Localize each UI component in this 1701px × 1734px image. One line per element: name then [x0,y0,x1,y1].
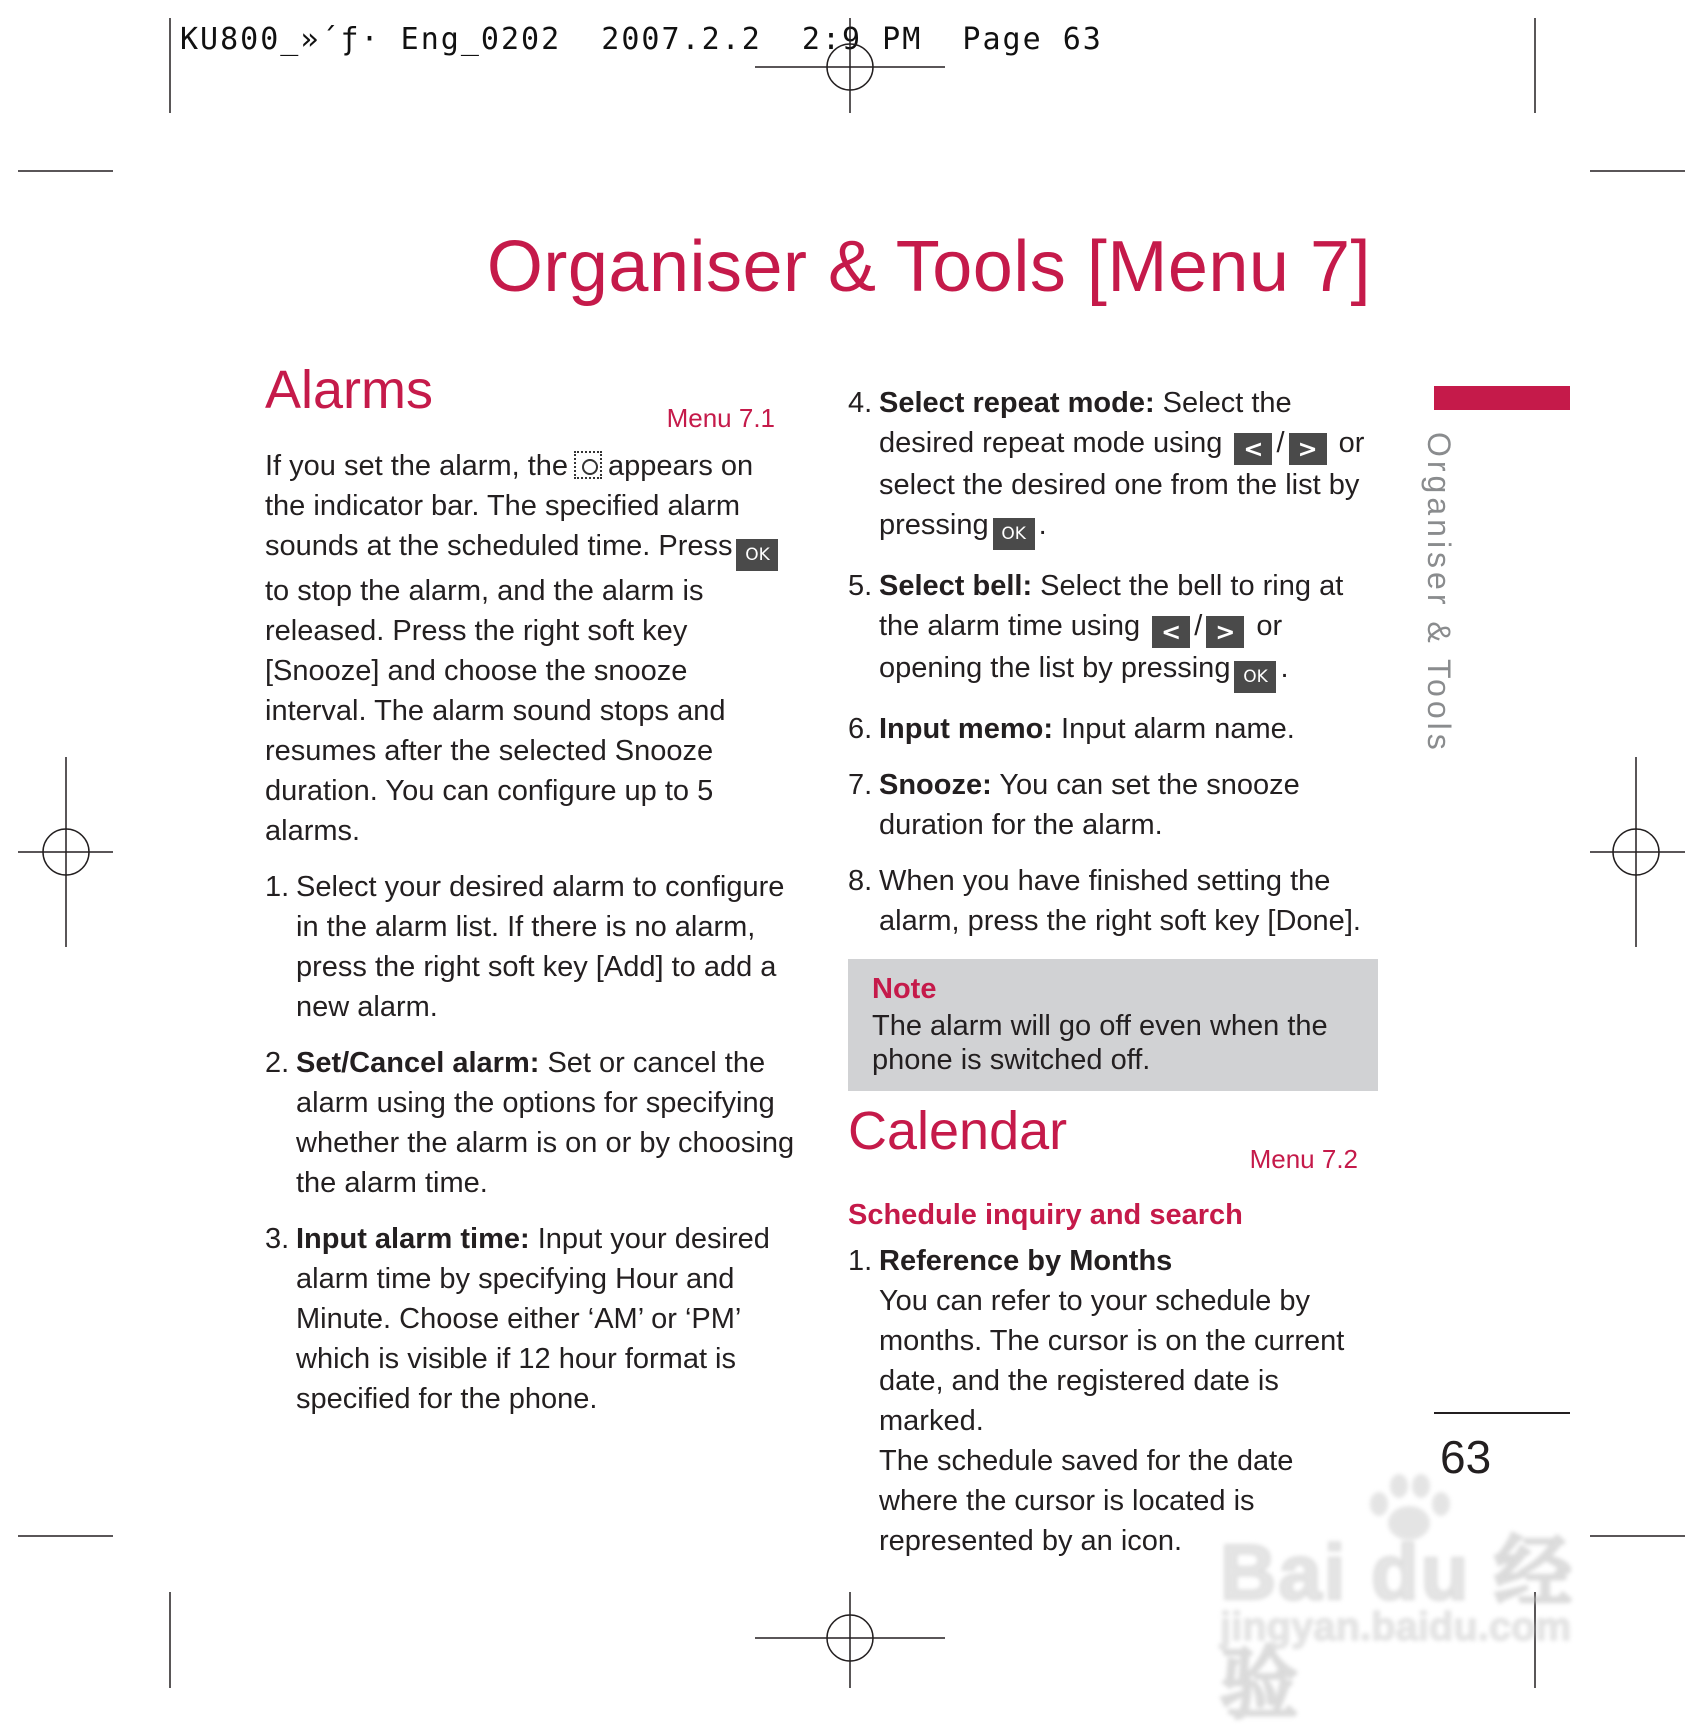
calendar-title: Calendar [848,1101,1068,1161]
side-tab-label: Organiser & Tools [1421,432,1457,754]
calendar-header [848,1101,1378,1187]
step-number: 6. [848,713,873,745]
list-item [848,383,1378,550]
step-label: Select bell: [879,570,1033,602]
item-text: You can refer to your schedule by months. The cursor is on the current date, and the registered date is marked. [879,1285,1345,1437]
step-text: Select your desired alarm to configure in the alarm list. If there is no alarm, press the right soft key [Add] to add a new alarm. [296,871,785,1023]
separator-text: / [1276,427,1285,459]
ok-key-icon: OK [736,539,778,571]
left-column [265,360,795,1435]
list-item [848,861,1378,941]
watermark-url: jingyan.baidu.com [1220,1605,1572,1649]
page-title: Organiser & Tools [Menu 7] [486,227,1371,307]
note-text: The alarm will go off even when the phone is switched off. [872,1010,1328,1076]
step-label: Set/Cancel alarm: [296,1047,540,1079]
step-text: or opening the list by pressing [879,610,1283,684]
list-item [848,709,1378,749]
right-arrow-key-icon: > [1289,433,1327,465]
step-number: 4. [848,387,873,419]
ok-key-icon: OK [993,518,1035,550]
side-tab-bar [1434,386,1570,410]
list-item [848,765,1378,845]
alarm-steps-list-continued [848,383,1378,941]
step-label: Select repeat mode: [879,387,1155,419]
alarms-title: Alarms [265,360,434,420]
watermark-brand: Bai du 经验 [1220,1528,1575,1728]
list-item [848,566,1378,693]
step-number: 3. [265,1223,290,1255]
step-number: 2. [265,1047,290,1079]
item-text: The schedule saved for the date where the cursor is located is represented by an icon. [879,1445,1294,1557]
step-text: Select the desired repeat mode using [879,387,1292,459]
left-arrow-key-icon: < [1152,616,1190,648]
step-text-end: . [1280,652,1289,684]
calendar-subheading: Schedule inquiry and search [848,1199,1243,1231]
alarms-header [265,360,795,446]
step-text: You can set the snooze duration for the alarm. [879,769,1300,841]
intro-text-1: If you set the alarm, the [265,450,569,482]
alarms-intro [265,446,795,851]
baidu-watermark [1210,1470,1600,1728]
step-number: 7. [848,769,873,801]
calendar-menu-number: Menu 7.2 [1249,1144,1358,1174]
list-item [265,1043,795,1203]
ok-key-icon: OK [1234,661,1276,693]
item-title: Reference by Months [879,1245,1173,1277]
step-text: or select the desired one from the list by pressing [879,427,1365,541]
page-number: 63 [1440,1431,1492,1483]
alarm-steps-list [265,867,795,1419]
step-label: Input alarm time: [296,1223,530,1255]
step-label: Snooze: [879,769,992,801]
note-box [848,959,1378,1091]
right-column [848,383,1378,1577]
step-number: 8. [848,865,873,897]
left-arrow-key-icon: < [1234,433,1272,465]
step-text-end: . [1038,509,1047,541]
step-number: 5. [848,570,873,602]
print-slug-line: KU800_»´ƒ· Eng_0202 2007.2.2 2:9 PM Page 63 [180,22,1103,57]
step-text: Select the bell to ring at the alarm time using [879,570,1344,642]
step-text: Input your desired alarm time by specifying Hour and Minute. Choose either ‘AM’ or ‘PM’ which is visible if 12 hour format is specified for the phone. [296,1223,770,1415]
note-heading: Note [872,973,937,1005]
alarms-menu-number: Menu 7.1 [666,403,775,433]
step-text: Input alarm name. [1053,713,1295,745]
alarm-indicator-icon [574,451,602,479]
separator-text: / [1194,610,1203,642]
intro-text-2: appears on the indicator bar. The specified alarm sounds at the scheduled time. Press [265,450,754,562]
step-text: When you have finished setting the alarm, press the right soft key [Done]. [879,865,1361,937]
step-number: 1. [848,1245,873,1277]
intro-text-3: to stop the alarm, and the alarm is released. Press the right soft key [Snooze] and choose the snooze interval. The alarm sound stops and resumes after the selected Snooze duration. You can configure up to 5 alarms. [265,575,726,847]
page-number-rule [1434,1412,1570,1414]
step-label: Input memo: [879,713,1053,745]
right-arrow-key-icon: > [1206,616,1244,648]
step-text: Set or cancel the alarm using the options for specifying whether the alarm is on or by choosing the alarm time. [296,1047,795,1199]
list-item [265,1219,795,1419]
step-number: 1. [265,871,290,903]
list-item [265,867,795,1027]
